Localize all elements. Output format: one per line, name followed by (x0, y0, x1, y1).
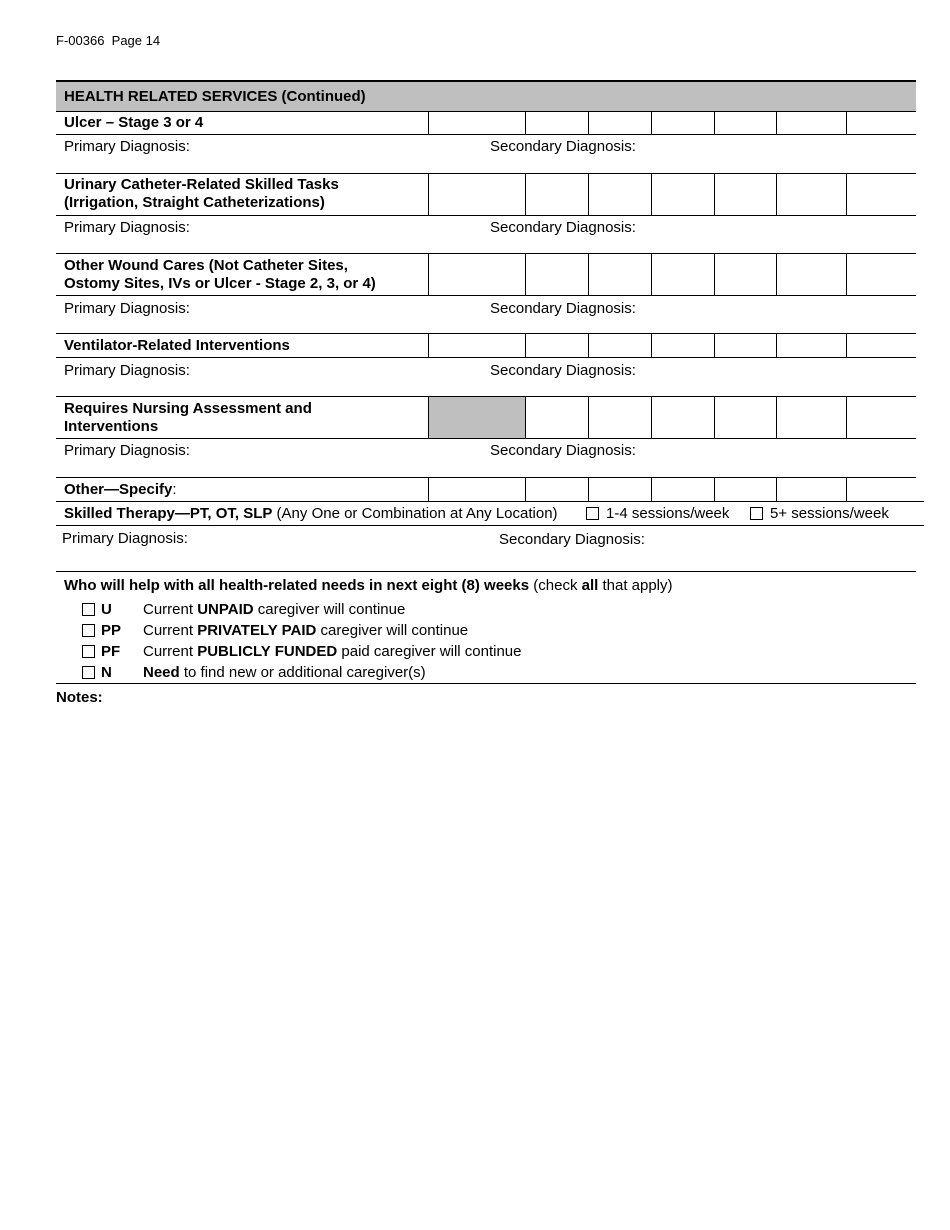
page-header (56, 33, 160, 48)
cell-divider (525, 333, 526, 357)
cell-divider (714, 333, 715, 357)
caregiver-unpaid-checkbox[interactable] (82, 603, 95, 616)
cell-divider (428, 333, 429, 357)
cell-divider (651, 333, 652, 357)
secondary-diagnosis-label: Secondary Diagnosis: (490, 138, 636, 155)
cell-divider (651, 111, 652, 134)
health-related-services-form (56, 80, 916, 684)
cell-divider (846, 253, 847, 295)
cell-divider (776, 253, 777, 295)
primary-diagnosis-label: Primary Diagnosis: (64, 300, 190, 317)
service-label-ulcer: Ulcer – Stage 3 or 4 (64, 114, 204, 131)
cell-divider (714, 111, 715, 134)
cell-divider (651, 477, 652, 501)
service-label-nursing-assessment: Requires Nursing Assessment and (64, 400, 312, 417)
skilled-therapy-label: Skilled Therapy—PT, OT, SLP (Any One or Combination at Any Location) (64, 505, 558, 522)
cell-divider (588, 173, 589, 215)
caregiver-code: PP (101, 622, 122, 639)
secondary-diagnosis-label: Secondary Diagnosis: (490, 219, 636, 236)
therapy-1-4-sessions-checkbox[interactable] (586, 507, 599, 520)
cell-divider (714, 477, 715, 501)
caregiver-code: N (101, 664, 112, 681)
caregiver-option-unpaid: Current UNPAID caregiver will continue (143, 601, 406, 618)
shaded-cell (428, 397, 525, 438)
cell-divider (651, 253, 652, 295)
service-label-wound-cares: Other Wound Cares (Not Catheter Sites, (64, 257, 348, 274)
primary-diagnosis-label: Primary Diagnosis: (64, 219, 190, 236)
cell-divider (776, 333, 777, 357)
primary-diagnosis-label: Primary Diagnosis: (64, 138, 190, 155)
secondary-diagnosis-label: Secondary Diagnosis: (499, 531, 645, 548)
cell-divider (714, 253, 715, 295)
service-label-nursing-assessment-line2: Interventions (64, 418, 159, 435)
cell-divider (428, 253, 429, 295)
service-label-ventilator: Ventilator-Related Interventions (64, 337, 290, 354)
cell-divider (714, 396, 715, 438)
secondary-diagnosis-label: Secondary Diagnosis: (490, 362, 636, 379)
cell-divider (428, 111, 429, 134)
cell-divider (846, 111, 847, 134)
service-label-wound-cares-line2: Ostomy Sites, IVs or Ulcer - Stage 2, 3, or 4) (64, 275, 376, 292)
cell-divider (428, 396, 429, 438)
secondary-diagnosis-label: Secondary Diagnosis: (490, 300, 636, 317)
cell-divider (776, 173, 777, 215)
secondary-diagnosis-label: Secondary Diagnosis: (490, 442, 636, 459)
caregiver-publicly-funded-checkbox[interactable] (82, 645, 95, 658)
page-number: Page 14 (111, 33, 161, 48)
cell-divider (846, 333, 847, 357)
section-title: HEALTH RELATED SERVICES (Continued) (64, 88, 366, 105)
notes-label: Notes: (56, 689, 103, 706)
cell-divider (846, 396, 847, 438)
service-label-urinary-catheter-line2: (Irrigation, Straight Catheterizations) (64, 194, 325, 211)
service-label-urinary-catheter: Urinary Catheter-Related Skilled Tasks (64, 176, 339, 193)
cell-divider (525, 173, 526, 215)
service-label-other-specify: Other—Specify: (64, 481, 177, 498)
cell-divider (846, 477, 847, 501)
caregiver-option-need-new: Need to find new or additional caregiver(s) (143, 664, 426, 681)
cell-divider (525, 111, 526, 134)
cell-divider (651, 396, 652, 438)
caregiver-code: PF (101, 643, 121, 660)
cell-divider (776, 111, 777, 134)
cell-divider (428, 477, 429, 501)
caregiver-code: U (101, 601, 112, 618)
primary-diagnosis-label: Primary Diagnosis: (64, 442, 190, 459)
cell-divider (846, 173, 847, 215)
cell-divider (588, 396, 589, 438)
cell-divider (588, 333, 589, 357)
cell-divider (651, 173, 652, 215)
therapy-1-4-sessions-label: 1-4 sessions/week (606, 505, 730, 522)
primary-diagnosis-label: Primary Diagnosis: (64, 362, 190, 379)
therapy-5-plus-sessions-checkbox[interactable] (750, 507, 763, 520)
caregiver-question: Who will help with all health-related needs in next eight (8) weeks (check all that apply) (64, 577, 673, 594)
cell-divider (588, 253, 589, 295)
caregiver-option-privately-paid: Current PRIVATELY PAID caregiver will continue (143, 622, 469, 639)
caregiver-option-publicly-funded: Current PUBLICLY FUNDED paid caregiver will continue (143, 643, 522, 660)
cell-divider (588, 477, 589, 501)
cell-divider (525, 253, 526, 295)
primary-diagnosis-label: Primary Diagnosis: (62, 530, 188, 547)
cell-divider (776, 477, 777, 501)
therapy-5-plus-sessions-label: 5+ sessions/week (770, 505, 889, 522)
cell-divider (428, 173, 429, 215)
cell-divider (714, 173, 715, 215)
caregiver-need-new-checkbox[interactable] (82, 666, 95, 679)
cell-divider (588, 111, 589, 134)
section-header (56, 82, 916, 111)
caregiver-privately-paid-checkbox[interactable] (82, 624, 95, 637)
cell-divider (525, 477, 526, 501)
cell-divider (776, 396, 777, 438)
cell-divider (525, 396, 526, 438)
form-id: F-00366 (56, 33, 105, 48)
